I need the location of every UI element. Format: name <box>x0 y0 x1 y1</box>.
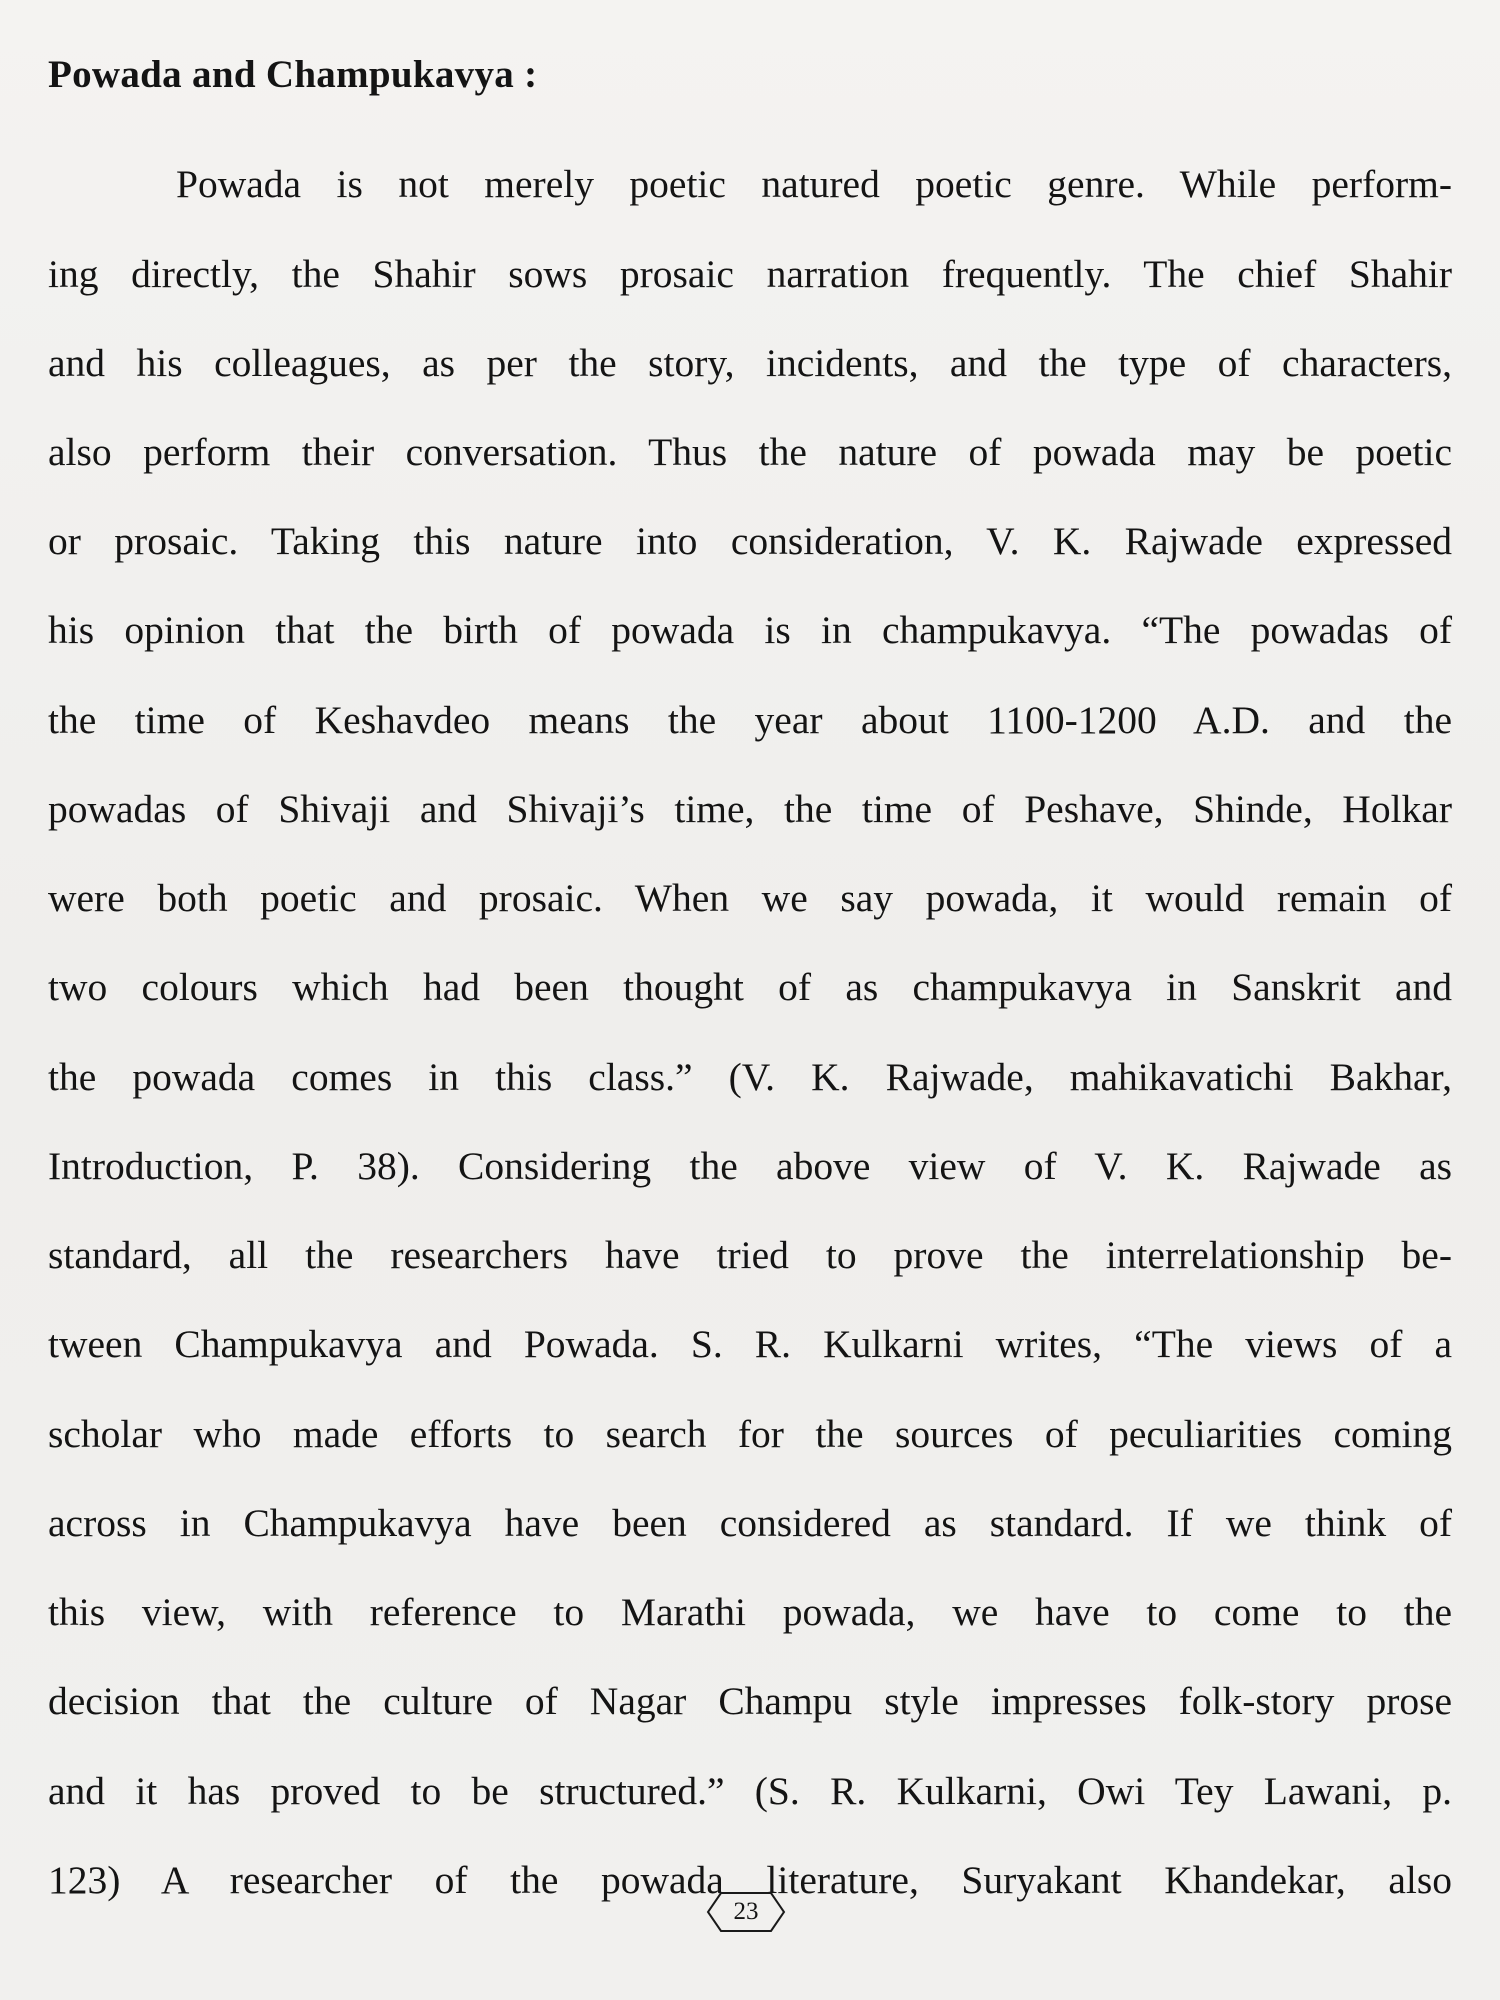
text-line: two colours which had been thought of as champukavya in Sanskrit and <box>48 965 1452 1009</box>
text-line: standard, all the researchers have tried to prove the interrelationship be- <box>48 1233 1452 1277</box>
text-line: ing directly, the Shahir sows prosaic narration frequently. The chief Shahir <box>48 252 1452 296</box>
text-line: across in Champukavya have been considered as standard. If we think of <box>48 1501 1452 1545</box>
text-line: scholar who made efforts to search for the sources of peculiarities coming <box>48 1412 1452 1456</box>
page-number <box>705 1890 787 1934</box>
text-line: Powada is not merely poetic natured poetic genre. While perform- <box>176 162 1452 206</box>
text-line: Introduction, P. 38). Considering the above view of V. K. Rajwade as <box>48 1144 1452 1188</box>
text-line: and it has proved to be structured.” (S. R. Kulkarni, Owi Tey Lawani, p. <box>48 1769 1452 1813</box>
text-line: this view, with reference to Marathi powada, we have to come to the <box>48 1590 1452 1634</box>
text-line: decision that the culture of Nagar Champu style impresses folk-story prose <box>48 1679 1452 1723</box>
text-line: the time of Keshavdeo means the year about 1100-1200 A.D. and the <box>48 698 1452 742</box>
text-line: and his colleagues, as per the story, incidents, and the type of characters, <box>48 341 1452 385</box>
text-line: his opinion that the birth of powada is in champukavya. “The powadas of <box>48 608 1452 652</box>
text-line: the powada comes in this class.” (V. K. Rajwade, mahikavatichi Bakhar, <box>48 1055 1452 1099</box>
text-line: were both poetic and prosaic. When we say powada, it would remain of <box>48 876 1452 920</box>
text-line: also perform their conversation. Thus the nature of powada may be poetic <box>48 430 1452 474</box>
section-heading: Powada and Champukavya : <box>48 53 538 96</box>
page-number-label: 23 <box>733 1898 759 1925</box>
text-line: tween Champukavya and Powada. S. R. Kulkarni writes, “The views of a <box>48 1322 1452 1366</box>
text-line: powadas of Shivaji and Shivaji’s time, the time of Peshave, Shinde, Holkar <box>48 787 1452 831</box>
text-line: 123) A researcher of the powada literature, Suryakant Khandekar, also <box>48 1858 1452 1902</box>
text-line: or prosaic. Taking this nature into consideration, V. K. Rajwade expressed <box>48 519 1452 563</box>
